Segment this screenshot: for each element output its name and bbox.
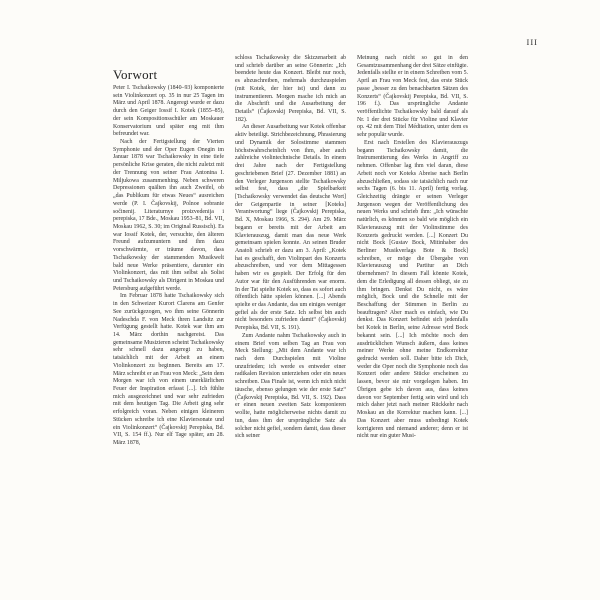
paragraph: Meinung nach nicht so gut in den Gesamtzusammenhang der drei Sätze einfügte. Jedenfalls stellte er in einem Schreiben vom 5. April an Frau von Meck fest, das erste Stück passe „besser zu den benachbarten Sätzen des Konzerts“ (Čajkovskij Perepiska, Bd. VII, S. 196 f.). Das ursprüngliche Andante veröffentlichte Tschaikowsky bald darauf als Nr. 1 der drei Stücke für Violine und Klavier op. 42 mit dem Titel Méditation, unter dem es sehr populär wurde. bbox=[357, 55, 468, 139]
paragraph: schloss Tschaikowsky die Skizzenarbeit ab und schrieb darüber an seine Gönnerin: „Ich beendete heute das Konzert. Bleibt nur noch, es abzuschreiben, mehrmals durchzuspielen (mit Kotek, der hier ist) und dann zu instrumentieren. Morgen mache ich mich an die Abschrift und die Ausarbeitung der Details“ (Čajkovskij Perepiska, Bd. VII, S. 182). bbox=[235, 55, 346, 123]
paragraph: Zum Andante nahm Tschaikowsky auch in einem Brief vom selben Tag an Frau von Meck Stellung: „Mit dem Andante war ich nach dem Durchspielen mit Violine unzufrieden; ich werde es entweder einer radikalen Revision unterziehen oder ein neues schreiben. Das Finale ist, wenn ich mich nicht täusche, ebenso gelungen wie der erste Satz“ (Čajkovskij Perepiska, Bd. VII, S. 192). Dass er einen neuen zweiten Satz komponieren wollte, hatte möglicherweise nichts damit zu tun, dass ihm der ursprüngliche Satz als solcher nicht gefiel, sondern damit, dass dieser sich seiner bbox=[235, 332, 346, 440]
paragraph: Peter I. Tschaikowsky (1840–93) komponierte sein Violinkonzert op. 35 in nur 25 Tagen im März und April 1878. Angeregt wurde er dazu durch den Geiger Iossif I. Kotek (1855–85), der sein Kompositionsschüler am Moskauer Konservatorium und später eng mit ihm befreundet war. bbox=[113, 85, 224, 138]
paragraph: Erst nach Erstellen des Klavierauszugs begann Tschaikowsky damit, die Instrumentierung des Werks in Angriff zu nehmen. Offenbar lag ihm viel daran, diese Arbeit noch vor Koteks Abreise nach Berlin abzuschließen, sodass sie tatsächlich nach nur sechs Tagen (6. bis 11. April) fertig vorlag. Gleichzeitig drängte er seinen Verleger Jurgenson wegen der Veröffentlichung des neuen Werks und schrieb ihm: „Ich wünschte natürlich, es könnten so bald wie möglich ein Klavierauszug mit der Violinstimme des Konzerts gedruckt werden. [...] Konzert Du nicht Bock [Gustav Bock, Mitinhaber des Berliner Musikverlags Bote & Bock] schreiben, er möge die Übergabe von Klavierauszug und Partitur an Dich übernehmen? In diesem Fall könnte Kotek, dem die Erledigung all dessen obliegt, sie zu ihm bringen. Denkst Du nicht, es wäre möglich, Bock und die Schnelle mit der Beschaffung der Stimmen in Berlin zu beauftragen? Aber mach es einfach, wie Du denkst. Das Konzert befindet sich jedenfalls bei Kotek in Berlin, seine Adresse wird Bock bekannt sein. [...] Ich möchte noch den ausdrücklichen Wunsch äußern, dass keines meiner Werke ohne meine Endkorrektur gedruckt werden soll. Daher bitte ich Dich, weder die Oper noch die Symphonie noch das Konzert oder andere Stücke erscheinen zu lassen, bevor sie mir vorgelegen haben. Im Übrigen gebe ich davon aus, dass keines davon vor September fertig sein wird und ich mich daher jetzt nach meiner Rückkehr nach Moskau an die Korrektur machen kann. [...] Das Konzert aber muss unbedingt Kotek korrigieren und niemand anderer; denn er ist nicht nur ein guter Musi- bbox=[357, 139, 468, 440]
text-column-1 bbox=[113, 85, 224, 448]
text-column-3 bbox=[357, 55, 468, 441]
paragraph: An dieser Ausarbeitung war Kotek offenbar aktiv beteiligt. Strichbezeichnung, Phrasierung und Dynamik der Solostimme stammen höchstwahrscheinlich von ihm, aber auch zahlreiche violintechnische Details. In einem drei Jahre nach der Fertigstellung geschriebenen Brief (27. Dezember 1881) an den Verleger Jurgenson stellte Tschaikowsky selbst fest, dass „die Spielbarkeit [Tschaikowsky verwendet das deutsche Wort] der Geigenpartie in seiner [Koteks] Verantwortung“ liege (Čajkovskij Perepiska, Bd. X, Moskau 1966, S. 294). Am 29. März begann er bereits mit der Arbeit am Klavierauszug, damit man das neue Werk gemeinsam spielen konnte. An seinen Bruder Anatoli schrieb er dazu am 3. April: „Kotek hat es geschafft, den Violinpart des Konzerts abzuschreiben, und vor dem Mittagessen haben wir es gespielt. Der Erfolg für den Autor war für den Ausführenden war enorm. In der Tat spielte Kotek so, dass es sofort auch öffentlich hätte spielen können. [...] Abends spielte er das Andante, das um einiges weniger gefiel als der erste Satz. Ich selbst bin auch nicht besonders zufrieden damit“ (Čajkovskij Perepiska, Bd. VII, S. 191). bbox=[235, 124, 346, 332]
text-column-2 bbox=[235, 55, 346, 441]
paragraph: Nach der Fertigstellung der Vierten Symphonie und der Oper Eugen Onegin im Januar 1878 war Tschaikowsky in eine tiefe persönliche Krise geraten, die nicht zuletzt mit der Trennung von seiner Frau Antonina I. Miljukowa zusammenhing. Neben schweren Depressionen quälten ihn auch Zweifel, ob „das Publikum für etwas Neues“ ausreichen werde (P. I. Čajkovskij, Polnoe sobranie sočinenij. Literaturnye proizvedenija i perepiska, 17 Bde., Moskau 1953–81, Bd. VII, Moskau 1962, S. 30; im Original Russisch). Es war Iossif Kotek, der, versuchte, den älteren Freund aufzumuntern und ihm dazu vorschwärmte, er träume davon, dass Tschaikowsky der stammenden Musikwelt bald neue Werke präsentiere, darunter ein Violinkonzert, das mit ihm selbst als Solist und Tschaikowsky als Dirigent in Moskau und Petersburg aufgeführt werde. bbox=[113, 139, 224, 292]
page-number: III bbox=[526, 37, 538, 47]
paragraph: Im Februar 1878 hatte Tschaikowsky sich in den Schweizer Kurort Clarens am Genfer See zurückgezogen, wo ihm seine Gönnerin Nadeschda F. von Meck ihren Landsitz zur Verfügung gestellt hatte. Kotek war ihm am 14. März dorthin nachgereist. Das gemeinsame Musizieren scheint Tschaikowsky sehr schnell dazu angeregt zu haben, tatsächlich mit der Arbeit an einem Violinkonzert zu beginnen. Bereits am 17. März schreibt er an Frau von Meck: „Sein dem Morgen war ich von einem unerklärlichen Feuer der Inspiration erfasst [...]. Ich fühlte mich ausgezeichnet und war sehr zufrieden mit dem heutigen Tag. Die Arbeit ging sehr erfolgreich voran. Neben einigen kleineren Stücken schreibe ich eine Klaviersonate und ein Violinkonzert“ (Čajkovskij Perepiska, Bd. VII, S. 154 ff.). Nur elf Tage später, am 28. März 1878, bbox=[113, 293, 224, 447]
page-heading: Vorwort bbox=[113, 66, 158, 82]
